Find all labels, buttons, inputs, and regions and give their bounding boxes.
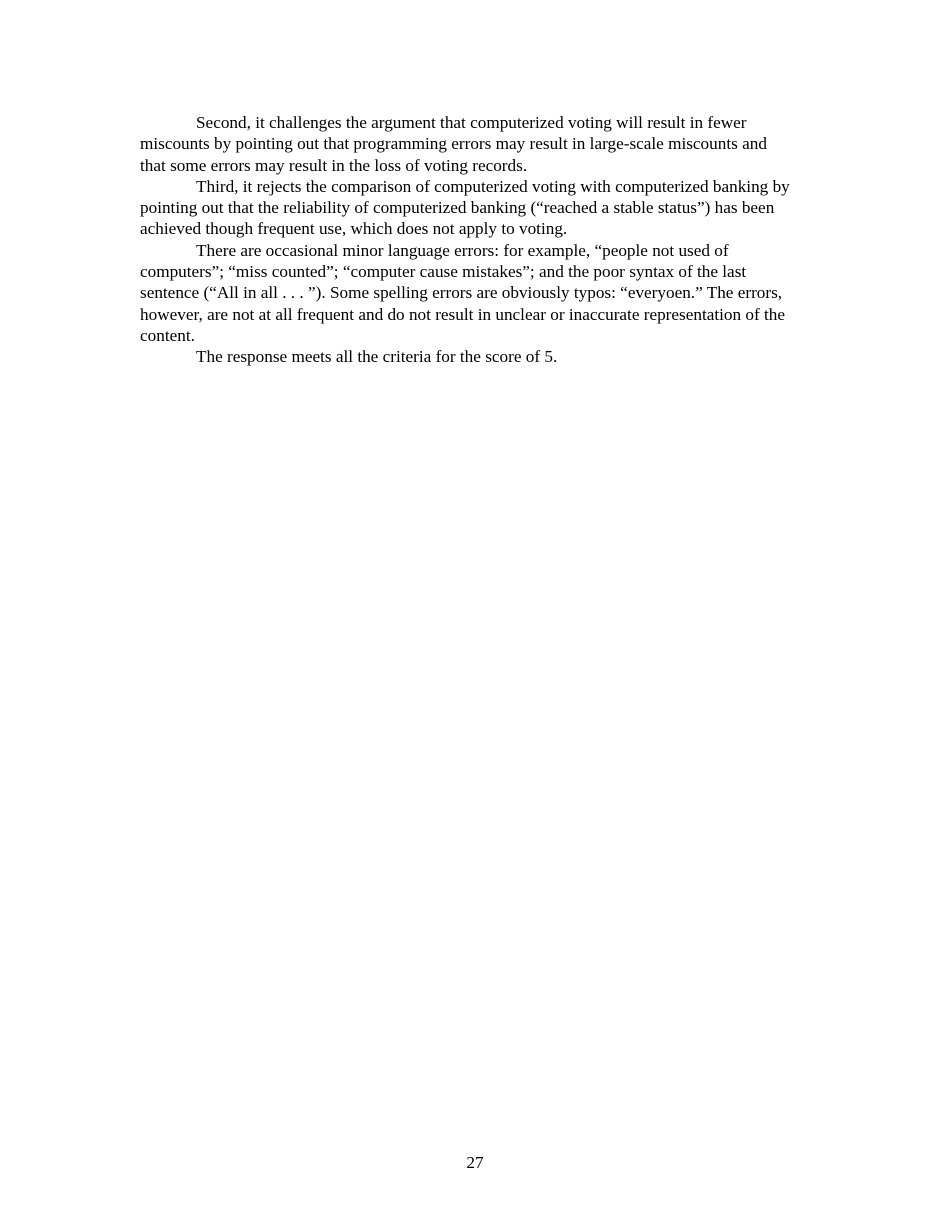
body-text	[140, 112, 795, 368]
page-number: 27	[466, 1153, 484, 1172]
paragraph-language-errors: There are occasional minor language errors: for example, “people not used of computers”; “miss counted”; “computer cause mistakes”; and the poor syntax of the last sentence (“All in all . . . ”). Some spelling errors are obviously typos: “everyoen.” The errors, however, are not at all frequent and do not result in unclear or inaccurate representation of the content.	[140, 240, 786, 345]
paragraph-score-conclusion: The response meets all the criteria for the score of 5.	[196, 347, 558, 367]
paragraph-second-point: Second, it challenges the argument that computerized voting will result in fewer miscounts by pointing out that programming errors may result in large-scale miscounts and that some errors may result in the loss of voting records.	[140, 113, 767, 175]
paragraph-third-point: Third, it rejects the comparison of computerized voting with computerized banking by pointing out that the reliability of computerized banking (“reached a stable status”) has been achieved though frequent use, which does not apply to voting.	[140, 176, 790, 239]
